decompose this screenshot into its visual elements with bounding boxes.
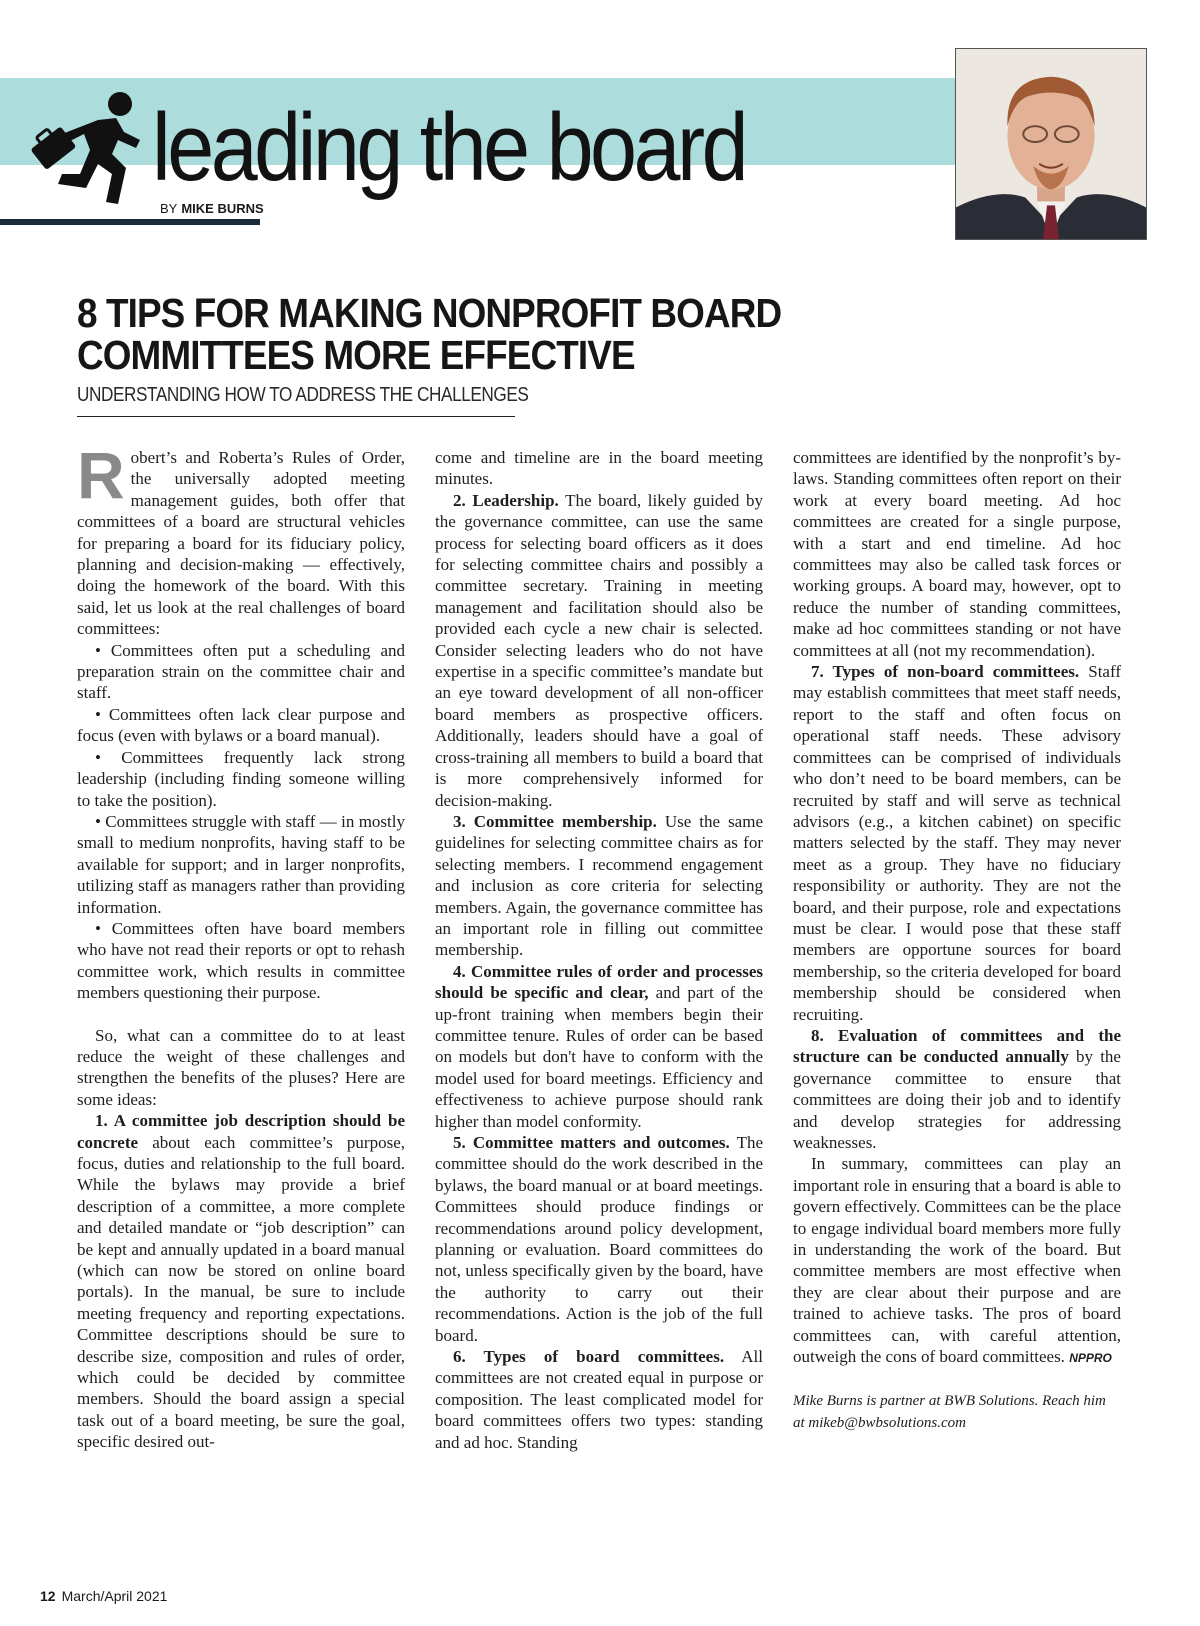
end-mark: NPPRO: [1069, 1351, 1112, 1366]
article-subtitle: UNDERSTANDING HOW TO ADDRESS THE CHALLENGES: [77, 384, 529, 406]
column-3: [793, 447, 1121, 1434]
tip-8-lead: 8. Evaluation of committees and the structure can be conducted annually: [793, 1025, 1121, 1067]
continued-paragraph: come and timeline are in the board meeting minutes.: [435, 448, 763, 489]
tip-1: 1. A committee job description should be concrete about each committee’s purpose, focus, duties and relationship to the full board. While the bylaws may provide a brief description of a committee, a more complete and detailed mandate or “job description” can be kept and annually updated in a board manual (which can now be stored on online board portals). In the manual, be sure to include meeting frequency and reporting expectations. Committee descriptions should be sure to describe size, composition and rules of order, which could be decided by committee members. Should the board assign a special task out of a board meeting, be sure the goal, specific desired out-: [77, 1111, 405, 1452]
issue-date: March/April 2021: [61, 1588, 168, 1604]
drop-cap: R: [77, 438, 125, 512]
running-man-with-briefcase-icon: [28, 88, 140, 206]
tip-7: 7. Types of non-board committees. Staff may establish committees that meet staff needs, report to the staff and often focus on operational staff needs. These advisory committees can be comprised of individuals who don’t need to be board members, can be recruited by staff and will serve as technical advisors (e.g., a kitchen cabinet) on specific matters selected by the staff. They may never meet as a group. They have no fiduciary responsibility or authority. They are not the board, and their purpose, role and expectations must be clear. I would pose that these staff members are opportune sources for board membership, so the criteria developed for board membership should be considered when recruiting.: [793, 662, 1121, 1024]
challenge-bullet: • Committees frequently lack strong leadership (including finding someone willing to take the position).: [77, 747, 405, 810]
tip-6: 6. Types of board committees. All committees are not created equal in purpose or composition. The least complicated model for board committees offers two types: standing and ad hoc. Standing: [435, 1347, 763, 1452]
byline-prefix: BY: [160, 201, 178, 216]
intro-paragraph: Robert’s and Roberta’s Rules of Order, the universally adopted meeting management guides, both offer that committees of a board are structural vehicles for preparing a board for its fiduciary policy, planning and decision-making — effectively, doing the homework of the board. With this said, let us look at the real challenges of board committees:: [77, 438, 405, 639]
tip-7-lead: 7. Types of non-board committees.: [811, 662, 1080, 682]
tip-4: 4. Committee rules of order and processes should be specific and clear, and part of the up-front training when members begin their committee tenure. Rules of order can be based on models but don't have to conform with the model used for board meetings. Efficiency and effectiveness to achieve purpose should rank higher than model conformity.: [435, 961, 763, 1131]
byline-author: MIKE BURNS: [181, 201, 264, 216]
challenge-bullet: • Committees often put a scheduling and preparation strain on the committee chair and staff.: [77, 640, 405, 703]
section-title: leading the board: [152, 94, 746, 201]
tip-6-lead: 6. Types of board committees.: [453, 1347, 725, 1367]
column-2: [435, 447, 763, 1453]
tip-2: 2. Leadership. The board, likely guided by the governance committee, can use the same process for selecting board officers as it does for selecting committee chairs and possibly a committee secretary. Training in meeting management and facilitation should also be provided each cycle a new chair is selected. Consider selecting leaders who do not have expertise in a specific committee’s mandate but an eye toward development of all non-officer board members as prospective officers. Additionally, leaders should have a goal of cross-training all members to build a board that is more comprehensively informed for decision-making.: [435, 490, 763, 810]
challenge-bullet: • Committees often have board members who have not read their reports or opt to rehash committee work, which results in committee members questioning their purpose.: [77, 918, 405, 1003]
author-photo: [955, 48, 1147, 240]
challenge-bullet: • Committees struggle with staff — in mostly small to medium nonprofits, having staff to be available for support; and in larger nonprofits, utilizing staff as managers rather than providing information.: [77, 811, 405, 917]
summary-paragraph: In summary, committees can play an important role in ensuring that a board is able to govern effectively. Committees can be the place to engage individual board members more fully in understanding the work of the board. But committee members are most effective when they are clear about their purpose and are trained to achieve tasks. The pros of board committees can, with careful attention, outweigh the cons of board committees. NPPRO: [793, 1154, 1121, 1367]
tip-3-lead: 3. Committee membership.: [453, 811, 657, 831]
author-bio: Mike Burns is partner at BWB Solutions. Reach him at mikeb@bwbsolutions.com: [793, 1393, 1106, 1431]
question-paragraph: So, what can a committee do to at least reduce the weight of these challenges and strengthen the benefits of the pluses? Here are some ideas:: [77, 1025, 405, 1109]
tip-4-lead: 4. Committee rules of order and processes should be specific and clear,: [435, 961, 763, 1003]
page-footer: [40, 1588, 167, 1604]
tip-5: 5. Committee matters and outcomes. The committee should do the work described in the bylaws, the board manual or at board meetings. Committees should produce findings or recommendations around policy development, planning or evaluation. Board committees do not, unless specifically given by the board, have the authority to carry out their recommendations. Action is the job of the full board.: [435, 1133, 763, 1345]
tip-1-lead: 1. A committee job description should be concrete: [77, 1111, 405, 1152]
page-number: 12: [40, 1588, 56, 1604]
tip-8: 8. Evaluation of committees and the structure can be conducted annually by the governance committee to ensure that committees are doing their job and to identify and develop strategies for addressing weaknesses.: [793, 1025, 1121, 1152]
column-1: [77, 438, 405, 1453]
continued-paragraph: committees are identified by the nonprofit’s by-laws. Standing committees often report on their work at every board meeting. Ad hoc committees are created for a single purpose, with a start and end timeline. Ad hoc committees may also be called task forces or working groups. A board may, however, opt to reduce the number of standing committees, make ad hoc committees standing or not have committees at all (not my recommendation).: [793, 448, 1121, 660]
header-rule: [0, 219, 260, 225]
subtitle-rule: [77, 416, 515, 417]
article-title: 8 TIPS FOR MAKING NONPROFIT BOARD COMMITTEES MORE EFFECTIVE: [77, 290, 782, 378]
challenge-bullet: • Committees often lack clear purpose and focus (even with bylaws or a board manual).: [77, 704, 405, 746]
tip-3: 3. Committee membership. Use the same guidelines for selecting committee chairs as for selecting members. I recommend engagement and inclusion as core criteria for selecting members. Again, the governance committee has an important role in filling out committee membership.: [435, 811, 763, 960]
byline: [160, 201, 264, 216]
tip-2-lead: 2. Leadership.: [453, 490, 559, 510]
tip-5-lead: 5. Committee matters and outcomes.: [453, 1133, 730, 1152]
